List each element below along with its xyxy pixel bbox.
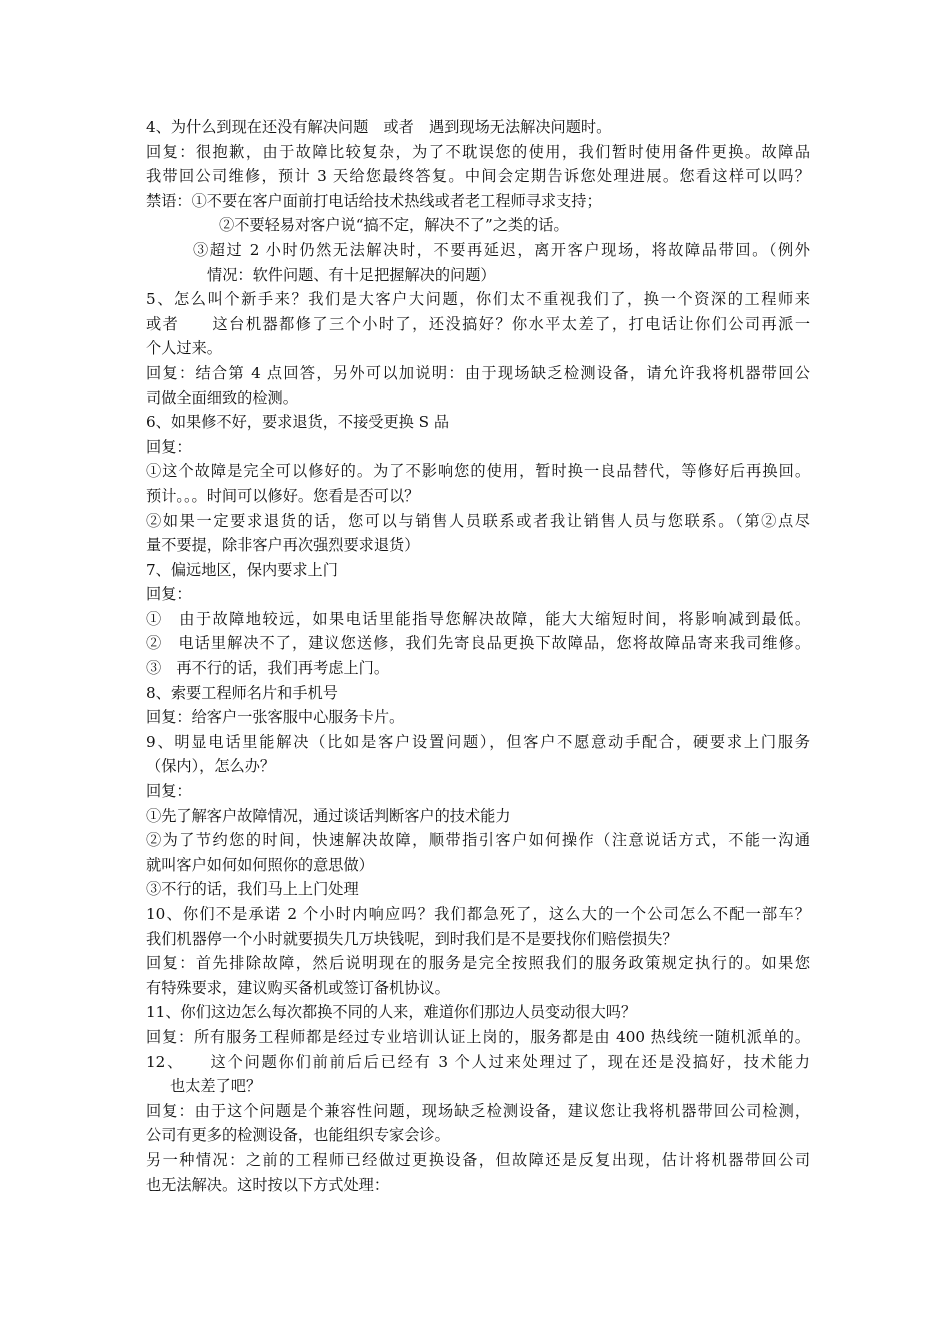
q6-reply-label: 回复： [146,437,192,456]
q12-heading-line-1: 12、 这个问题你们前前后后已经有 3 个人过来处理过了，现在还是没搞好，技术能力 [146,1052,810,1071]
q4-reply-line-2: 我带回公司维修，预计 3 天给您最终答复。中间会定期告诉您处理进展。您看这样可以吗？ [146,167,810,186]
q9-heading-line-1: 9、明显电话里能解决（比如是客户设置问题），但客户不愿意动手配合，硬要求上门服务 [146,732,810,751]
q12-reply-line-2: 公司有更多的检测设备，也能组织专家会诊。 [146,1126,450,1145]
q4-taboo-3-cont: 情况：软件问题、有十足把握解决的问题） [207,265,496,284]
q7-reply-label: 回复： [146,585,192,604]
q6-heading: 6、如果修不好，要求退货，不接受更换 S 品 [146,413,450,432]
q12-reply-line-1: 回复：由于这个问题是个兼容性问题，现场缺乏检测设备，建议您让我将机器带回公司检测， [146,1101,810,1120]
q9-reply-1: ①先了解客户故障情况，通过谈话判断客户的技术能力 [146,806,511,825]
q8-heading: 8、索要工程师名片和手机号 [146,683,338,702]
q12-alt-line-2: 也无法解决。这时按以下方式处理： [146,1175,389,1194]
q6-reply-2-line-1: ②如果一定要求退货的话，您可以与销售人员联系或者我让销售人员与您联系。（第②点尽 [146,511,810,530]
q5-heading-line-2: 或者 这台机器都修了三个小时了，还没搞好？你水平太差了，打电话让你们公司再派一 [146,314,810,333]
q11-reply: 回复：所有服务工程师都是经过专业培训认证上岗的，服务都是由 400 热线统一随机派单的。 [146,1027,810,1046]
q6-reply-2-line-2: 量不要提，除非客户再次强烈要求退货） [146,536,420,555]
q12-heading-line-2: 也太差了吧？ [170,1077,262,1096]
q9-reply-2-line-2: 就叫客户如何如何照你的意思做） [146,855,374,874]
q10-heading-line-1: 10、你们不是承诺 2 个小时内响应吗？我们都急死了，这么大的一个公司怎么不配一部车？ [146,905,810,923]
q8-reply: 回复：给客户一张客服中心服务卡片。 [146,708,405,727]
q4-reply-line-1: 回复：很抱歉，由于故障比较复杂，为了不耽误您的使用，我们暂时使用备件更换。故障品 [146,142,810,161]
q9-reply-3: ③不行的话，我们马上上门处理 [146,880,359,899]
q9-reply-label: 回复： [146,782,192,801]
q4-taboo-1: 禁语：①不要在客户面前打电话给技术热线或者老工程师寻求支持； [146,191,602,210]
q4-taboo-3: ③超过 2 小时仍然无法解决时，不要再延迟，离开客户现场，将故障品带回。（例外 [193,240,810,259]
q11-heading: 11、你们这边怎么每次都换不同的人来，难道你们那边人员变动很大吗？ [146,1003,637,1022]
q10-heading-line-2: 我们机器停一个小时就要损失几万块钱呢，到时我们是不是要找你们赔偿损失？ [146,929,678,948]
q7-reply-1: ① 由于故障地较远，如果电话里能指导您解决故障，能大大缩短时间，将影响减到最低。 [146,609,810,628]
q9-reply-2-line-1: ②为了节约您的时间，快速解决故障，顺带指引客户如何操作（注意说话方式，不能一沟通 [146,831,810,850]
q7-heading: 7、偏远地区，保内要求上门 [146,560,338,579]
q5-heading-line-1: 5、怎么叫个新手来？我们是大客户大问题，你们太不重视我们了，换一个资深的工程师来 [146,290,810,309]
q5-reply-line-2: 司做全面细致的检测。 [146,388,298,407]
q4-heading: 4、为什么到现在还没有解决问题 或者 遇到现场无法解决问题时。 [146,118,612,136]
q9-heading-line-2: （保内），怎么办？ [146,757,276,776]
q6-reply-1-line-2: 预计。。。时间可以修好。您看是否可以？ [146,486,420,505]
q5-reply-line-1: 回复：结合第 4 点回答，另外可以加说明：由于现场缺乏检测设备，请允许我将机器带回公 [146,363,810,382]
q7-reply-3: ③ 再不行的话，我们再考虑上门。 [146,659,389,678]
q5-heading-line-3: 个人过来。 [146,339,222,358]
q6-reply-1-line-1: ①这个故障是完全可以修好的。为了不影响您的使用，暂时换一良品替代，等修好后再换回。 [146,462,810,481]
document-body [146,115,810,1197]
q4-taboo-2: ②不要轻易对客户说“搞不定，解决不了”之类的话。 [219,216,569,235]
q10-reply-line-2: 有特殊要求，建议购买备机或签订备机协议。 [146,978,450,997]
q10-reply-line-1: 回复：首先排除故障，然后说明现在的服务是完全按照我们的服务政策规定执行的。如果您 [146,954,810,973]
q7-reply-2: ② 电话里解决不了，建议您送修，我们先寄良品更换下故障品，您将故障品寄来我司维修。 [146,634,810,653]
q12-alt-line-1: 另一种情况：之前的工程师已经做过更换设备，但故障还是反复出现，估计将机器带回公司 [146,1150,810,1169]
